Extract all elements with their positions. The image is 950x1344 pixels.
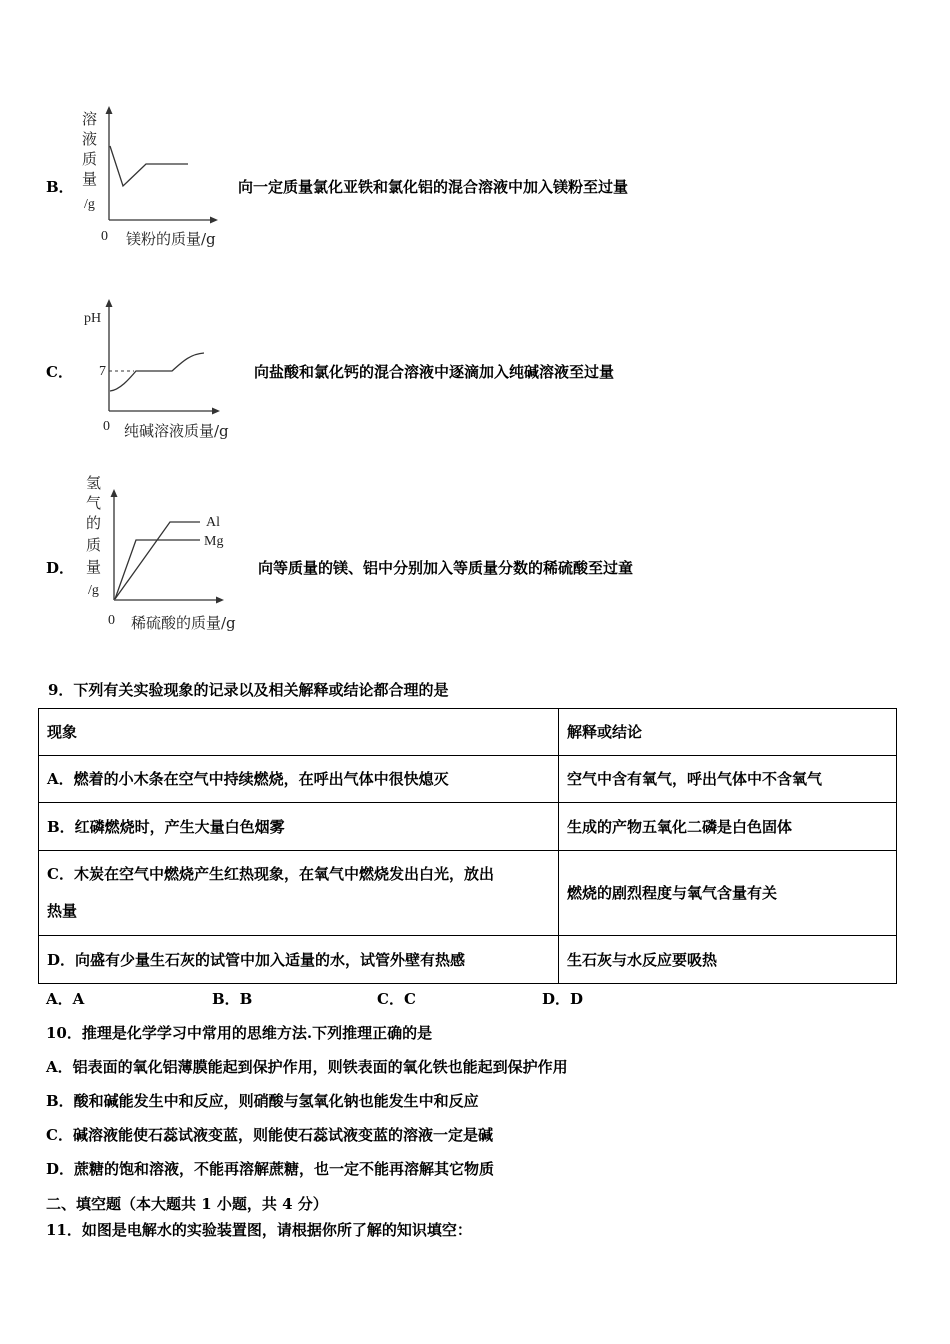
table-row [39, 936, 897, 984]
table-row [39, 851, 897, 936]
option-c-text: 向盐酸和氯化钙的混合溶液中逐滴加入纯碱溶液至过量 [254, 363, 615, 381]
q9-choice-a: A．A [46, 990, 85, 1008]
q9-row-a-conclusion: 空气中含有氧气，呼出气体中不含氧气 [559, 756, 897, 803]
graph-b-curve [110, 146, 188, 186]
q9-row-c-conclusion: 燃烧的剧烈程度与氧气含量有关 [559, 851, 897, 936]
graph-d-ylabel-5: 量 [86, 558, 102, 576]
q9-row-d-conclusion: 生石灰与水反应要吸热 [559, 936, 897, 984]
graph-d-line-al [115, 522, 200, 599]
q9-table [38, 708, 897, 984]
q9-choice-c: C．C [377, 990, 416, 1008]
graph-d-label-al: Al [206, 515, 220, 530]
graph-d-ylabel-unit: /g [88, 583, 99, 598]
table-row [39, 756, 897, 803]
q9-row-a-phenomenon: A．燃着的小木条在空气中持续燃烧，在呼出气体中很快熄灭 [39, 756, 559, 803]
graph-d-ylabel-1: 氢 [86, 474, 102, 492]
option-d-letter: D． [46, 559, 75, 577]
option-c-letter: C． [46, 363, 73, 381]
q9-header-row [39, 709, 897, 756]
section-heading: 二、填空题（本大题共 1 小题，共 4 分） [46, 1195, 328, 1213]
q10-option-a: A．铝表面的氧化铝薄膜能起到保护作用，则铁表面的氧化铁也能起到保护作用 [46, 1058, 568, 1076]
q11-stem: 11．如图是电解水的实验装置图，请根据你所了解的知识填空： [46, 1221, 472, 1239]
graph-d-line-mg [115, 540, 200, 599]
q9-row-b-conclusion: 生成的产物五氧化二磷是白色固体 [559, 803, 897, 851]
graph-c-tick-7: 7 [99, 364, 106, 379]
graph-d-ylabel-4: 质 [86, 536, 102, 554]
q10-option-c: C．碱溶液能使石蕊试液变蓝，则能使石蕊试液变蓝的溶液一定是碱 [46, 1126, 493, 1144]
q9-row-d-phenomenon: D．向盛有少量生石灰的试管中加入适量的水，试管外壁有热感 [39, 936, 559, 984]
graph-c [78, 296, 248, 444]
graph-d-label-mg: Mg [204, 534, 224, 549]
q9-row-c-phenomenon [39, 851, 559, 936]
option-b-letter: B． [46, 178, 74, 196]
graph-d-xlabel: 稀硫酸的质量/g [131, 614, 236, 632]
table-row [39, 803, 897, 851]
graph-b [76, 104, 236, 252]
graph-c-x-arrow [212, 408, 220, 415]
q9-row-c-line2: 热量 [47, 902, 78, 920]
graph-b-ylabel-unit: /g [84, 197, 95, 212]
q9-header-phenomenon: 现象 [39, 709, 559, 756]
graph-b-ylabel-2: 液 [82, 130, 98, 148]
graph-b-ylabel-3: 质 [82, 150, 98, 168]
graph-d-y-arrow [111, 489, 118, 497]
q9-row-b-phenomenon: B．红磷燃烧时，产生大量白色烟雾 [39, 803, 559, 851]
graph-b-xlabel: 镁粉的质量/g [126, 230, 216, 248]
graph-b-ylabel-1: 溶 [82, 110, 98, 128]
graph-c-y-arrow [106, 299, 113, 307]
q9-stem: 9．下列有关实验现象的记录以及相关解释或结论都合理的是 [48, 681, 449, 699]
graph-c-origin: 0 [103, 419, 110, 434]
option-b-text: 向一定质量氯化亚铁和氯化铝的混合溶液中加入镁粉至过量 [238, 178, 629, 196]
q9-row-c-line1: C．木炭在空气中燃烧产生红热现象，在氧气中燃烧发出白光，放出 [47, 865, 494, 883]
graph-b-ylabel-4: 量 [82, 170, 98, 188]
q9-header-conclusion: 解释或结论 [559, 709, 897, 756]
graph-c-curve [110, 353, 204, 391]
graph-d-ylabel-2: 气 [86, 494, 102, 512]
graph-b-y-arrow [106, 106, 113, 114]
q9-choice-d: D．D [542, 990, 584, 1008]
option-d-text: 向等质量的镁、铝中分别加入等质量分数的稀硫酸至过童 [258, 559, 634, 577]
graph-b-origin: 0 [101, 229, 108, 244]
q10-stem: 10．推理是化学学习中常用的思维方法.下列推理正确的是 [46, 1024, 433, 1042]
q9-choice-b: B．B [212, 990, 253, 1008]
graph-c-ylabel: pH [84, 311, 102, 326]
q10-option-b: B．酸和碱能发生中和反应，则硝酸与氢氧化钠也能发生中和反应 [46, 1092, 479, 1110]
graph-d-ylabel-3: 的 [86, 514, 102, 532]
q10-option-d: D．蔗糖的饱和溶液，不能再溶解蔗糖，也一定不能再溶解其它物质 [46, 1160, 495, 1178]
graph-d [82, 470, 252, 635]
graph-b-x-arrow [210, 217, 218, 224]
graph-c-xlabel: 纯碱溶液质量/g [124, 422, 229, 440]
graph-d-origin: 0 [108, 613, 115, 628]
graph-d-x-arrow [216, 597, 224, 604]
